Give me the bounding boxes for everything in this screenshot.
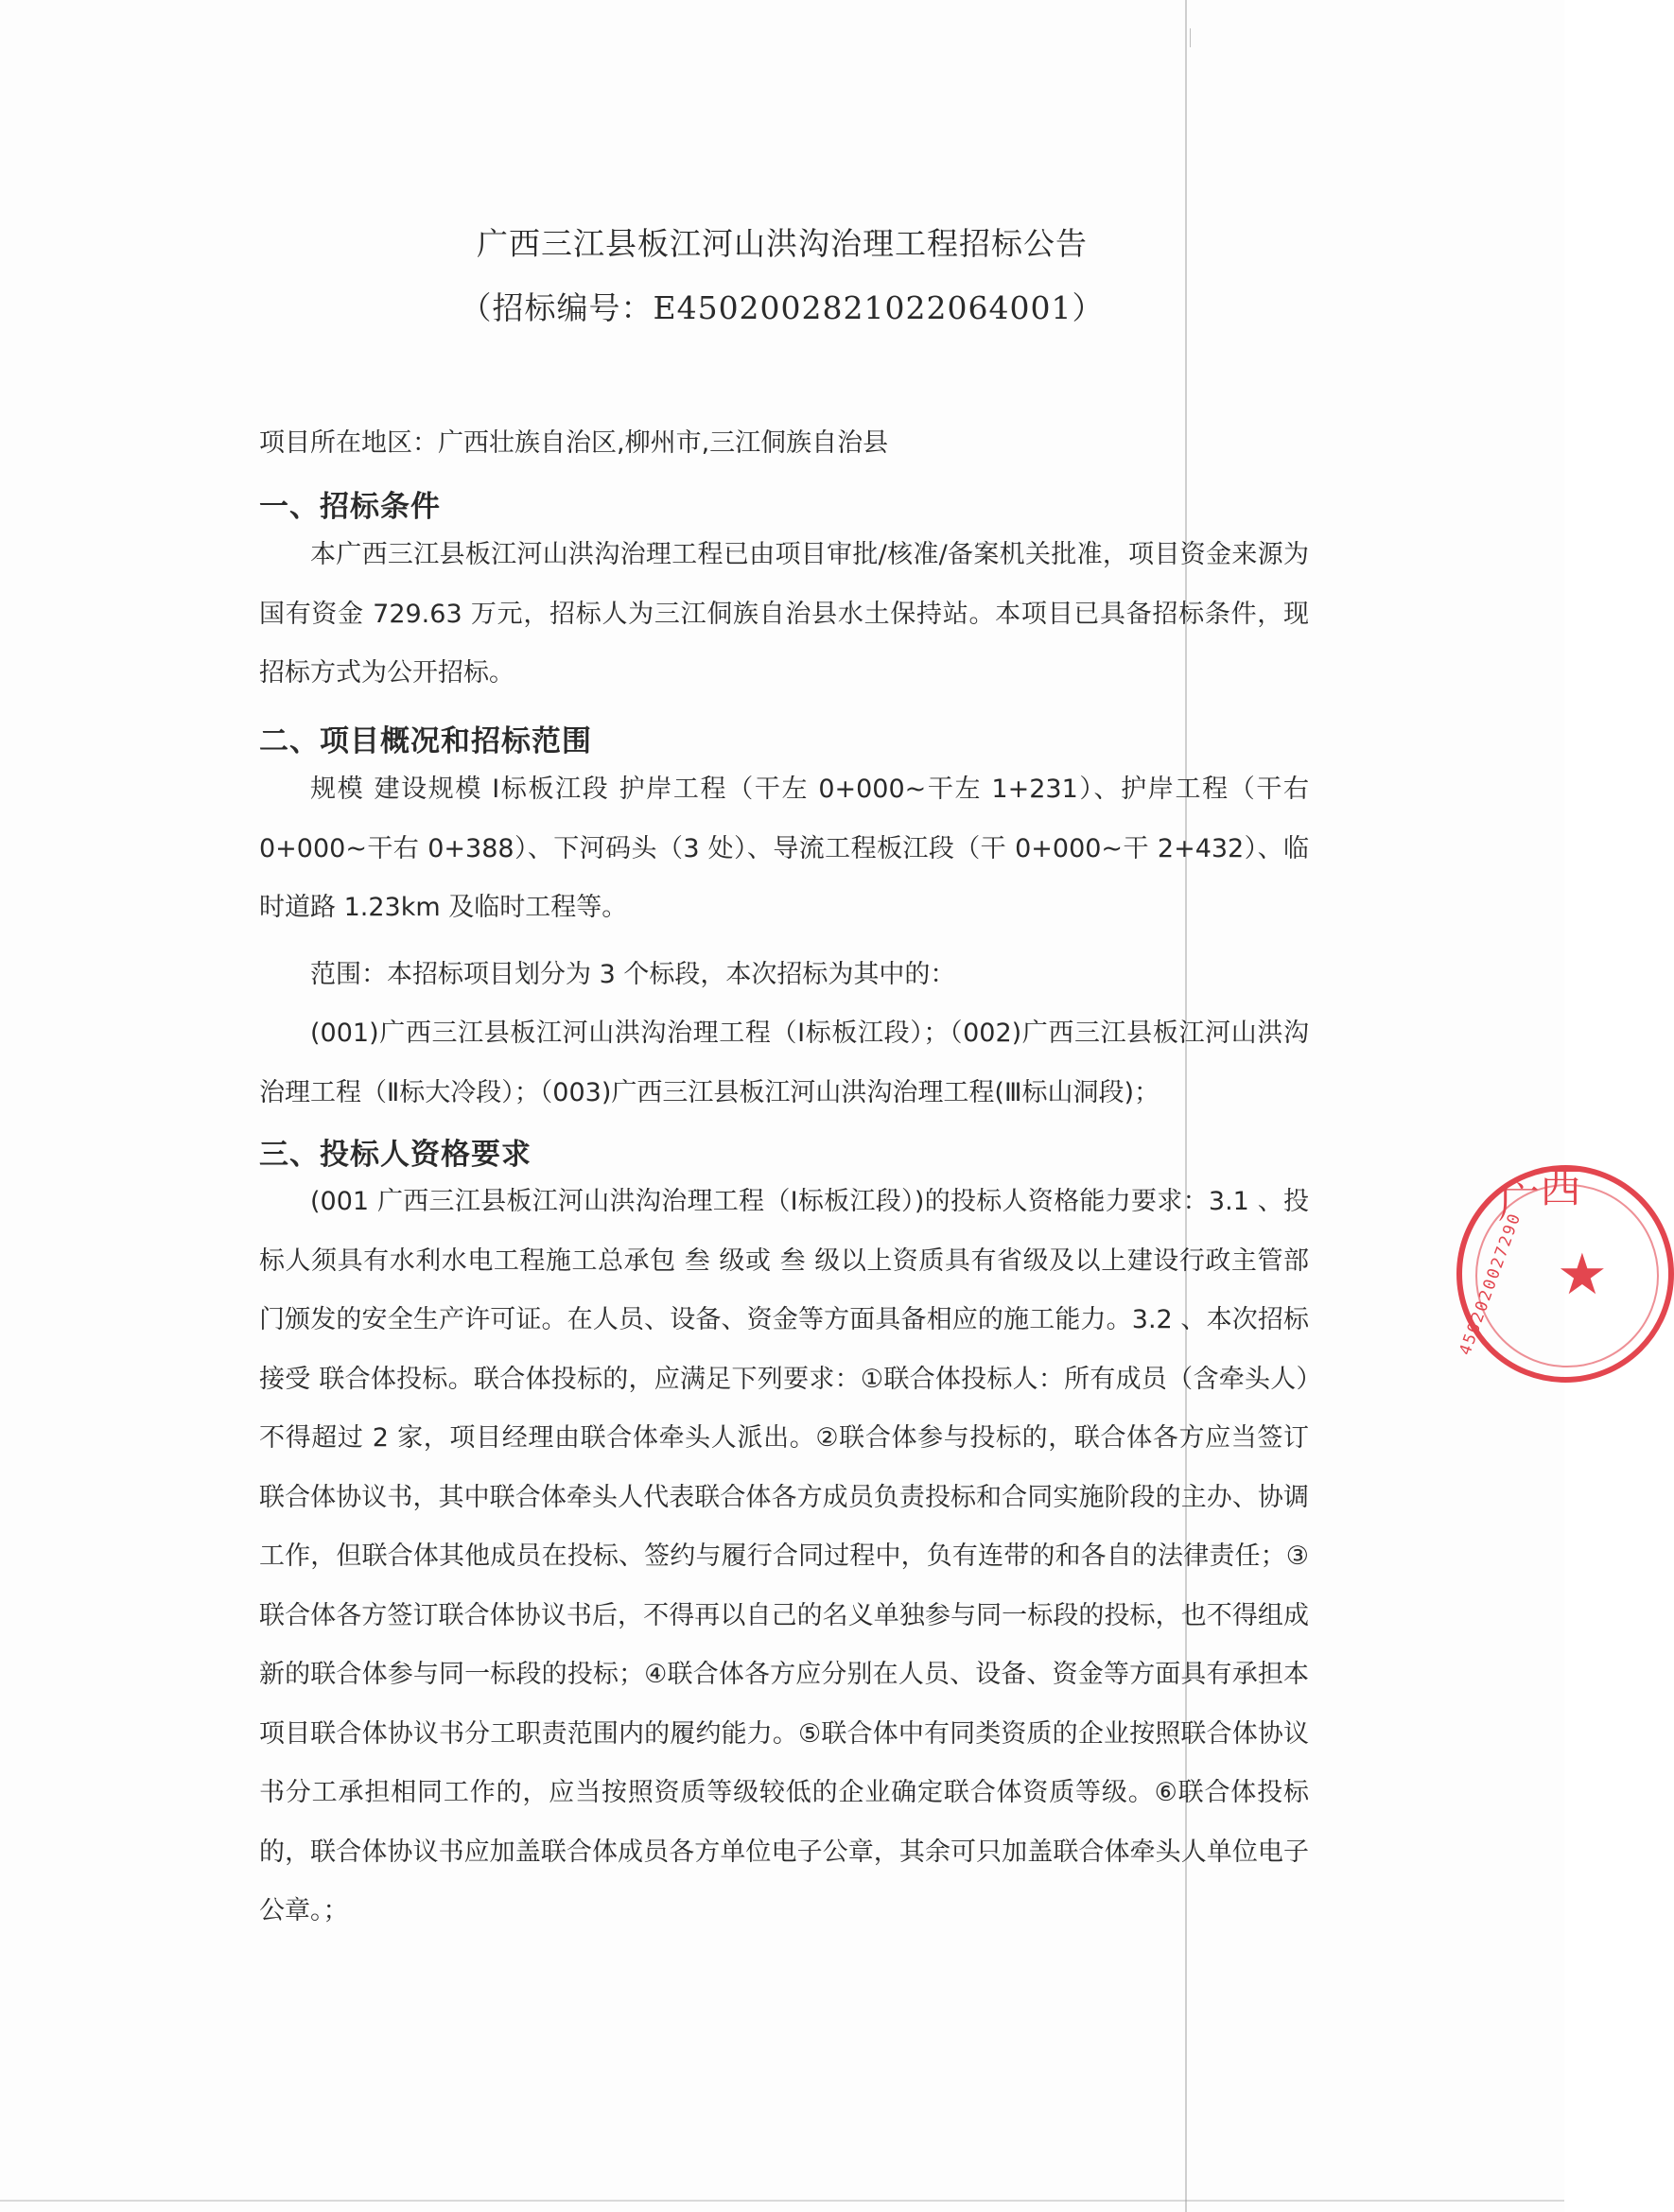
scan-bottom-edge	[0, 2200, 1564, 2202]
seal-number: 4502020027290	[1456, 1210, 1526, 1358]
project-scale-paragraph: 规模 建设规模 Ⅰ标板江段 护岸工程（干左 0+000~干左 1+231）、护岸工程（干右 0+000~干右 0+388）、下河码头（3 处）、导流工程板江段（干 0+000~干 2+432）、临时道路 1.23km 及临时工程等。	[259, 775, 1309, 922]
star-icon: ★	[1557, 1242, 1608, 1308]
scan-mark	[1190, 28, 1191, 47]
bidding-conditions-paragraph: 本广西三江县板江河山洪沟治理工程已由项目审批/核准/备案机关批准，项目资金来源为国有资金 729.63 万元，招标人为三江侗族自治县水土保持站。本项目已具备招标条件，现招标方式为公开招标。	[259, 540, 1309, 688]
project-scope-paragraph: 范围：本招标项目划分为 3 个标段，本次招标为其中的：	[310, 960, 956, 989]
project-region: 项目所在地区：广西壮族自治区,柳州市,三江侗族自治县	[259, 428, 889, 458]
document-subtitle: （招标编号：E4502002821022064001）	[460, 289, 1105, 326]
project-lots-paragraph: (001)广西三江县板江河山洪沟治理工程（Ⅰ标板江段）；（002)广西三江县板江河山洪沟治理工程（Ⅱ标大冷段）；（003)广西三江县板江河山洪沟治理工程(Ⅲ标山洞段)；	[259, 1019, 1309, 1107]
bidder-qualifications-paragraph: (001 广西三江县板江河山洪沟治理工程（Ⅰ标板江段）)的投标人资格能力要求：3.1 、投标人须具有水利水电工程施工总承包 叁 级或 叁 级以上资质具有省级及以上建设行政主管部门颁发的安全生产许可证。在人员、设备、资金等方面具备相应的施工能力。3.2 、本次招标 接受 联合体投标。联合体投标的，应满足下列要求：①联合体投标人：所有成员（含牵头人）不得超过 2 家，项目经理由联合体牵头人派出。②联合体参与投标的，联合体各方应当签订联合体协议书，其中联合体牵头人代表联合体各方成员负责投标和合同实施阶段的主办、协调工作，但联合体其他成员在投标、签约与履行合同过程中，负有连带的和各自的法律责任；③联合体各方签订联合体协议书后，不得再以自己的名义单独参与同一标段的投标，也不得组成新的联合体参与同一标段的投标；④联合体各方应分别在人员、设备、资金等方面具有承担本项目联合体协议书分工职责范围内的履约能力。⑤联合体中有同类资质的企业按照联合体协议书分工承担相同工作的，应当按照资质等级较低的企业确定联合体资质等级。⑥联合体投标的，联合体协议书应加盖联合体成员各方单位电子公章，其余可只加盖联合体牵头人单位电子公章。；	[259, 1187, 1309, 1925]
document-title: 广西三江县板江河山洪沟治理工程招标公告	[477, 225, 1088, 262]
section-heading-bidding-conditions: 一、招标条件	[259, 490, 441, 524]
seal-char: 西	[1540, 1164, 1581, 1212]
seal-char: 广	[1498, 1179, 1540, 1228]
official-seal	[1456, 1165, 1674, 1383]
section-heading-project-overview: 二、项目概况和招标范围	[259, 724, 592, 758]
section-heading-bidder-qualifications: 三、投标人资格要求	[259, 1138, 532, 1172]
